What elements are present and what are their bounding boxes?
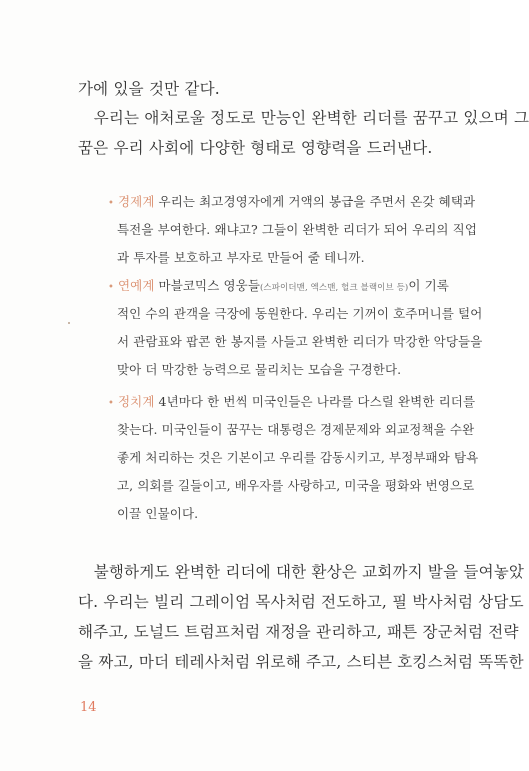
bullet-text-line: 특전을 부여한다. 왜냐고? 그들이 완벽한 리더가 되어 우리의 직업 [117, 222, 478, 237]
bullet-first-line [108, 276, 449, 294]
body-text-line: 가에 있을 것만 같다. [78, 80, 220, 98]
bullet-text: 이 기록 [408, 278, 449, 293]
bullet-text: 마블코믹스 영웅들 [158, 278, 261, 293]
bullet-text-line: 좋게 처리하는 것은 기본이고 우리를 감동시키고, 부정부패와 탐욕 [117, 450, 479, 465]
bullet-text-line: 이끌 인물이다. [117, 506, 199, 521]
bullet-text-line: 적인 수의 관객을 극장에 동원한다. 우리는 기꺼이 호주머니를 털어 [117, 306, 483, 321]
bullet-text-line: 찾는다. 미국인들이 꿈꾸는 대통령은 경제문제와 외교정책을 수완 [117, 422, 475, 437]
bullet-first-line [108, 192, 475, 210]
bullet-dot-icon: • [108, 282, 114, 293]
bullet-text-line: 서 관람표와 팝콘 한 봉지를 사들고 완벽한 리더가 막강한 악당들을 [117, 334, 483, 349]
bullet-text-line: 고, 의회를 길들이고, 배우자를 사랑하고, 미국을 평화와 번영으로 [117, 478, 475, 493]
page-number: 14 [80, 700, 97, 715]
bullet-tag: 정치계 [118, 394, 155, 409]
bullet-tag: 경제계 [118, 194, 155, 209]
bullet-dot-icon: • [108, 198, 114, 209]
bullet-text-line: 맞아 더 막강한 능력으로 물리치는 모습을 구경한다. [117, 362, 402, 377]
bullet-text-line: 과 투자를 보호하고 부자로 만들어 줄 테니까. [117, 250, 365, 265]
body-text-line: 불행하게도 완벽한 리더에 대한 환상은 교회까지 발을 들여놓았 [78, 563, 525, 581]
bullet-first-line [108, 392, 475, 410]
bullet-text: 우리는 최고경영자에게 거액의 봉급을 주면서 온갖 혜택과 [158, 194, 476, 209]
bullet-dot-icon: • [108, 398, 114, 409]
margin-mark [68, 322, 70, 324]
bullet-text: 4년마다 한 번씩 미국인들은 나라를 다스릴 완벽한 리더를 [158, 394, 476, 409]
body-text-line: 꿈은 우리 사회에 다양한 형태로 영향력을 드러낸다. [78, 139, 433, 157]
bullet-small-text: (스파이더맨, 엑스맨, 헐크 블랙이브 등) [260, 283, 409, 293]
body-text-line: 우리는 애처로울 정도로 만능인 완벽한 리더를 꿈꾸고 있으며 그 [78, 109, 529, 127]
body-text-line: 해주고, 도널드 트럼프처럼 재정을 관리하고, 패튼 장군처럼 전략 [78, 623, 519, 641]
body-text-line: 을 짜고, 마더 테레사처럼 위로해 주고, 스티븐 호킹스처럼 똑똑한 [78, 653, 524, 671]
body-text-line: 다. 우리는 빌리 그레이엄 목사처럼 전도하고, 필 박사처럼 상담도 [78, 593, 524, 611]
bullet-tag: 연예계 [118, 278, 155, 293]
